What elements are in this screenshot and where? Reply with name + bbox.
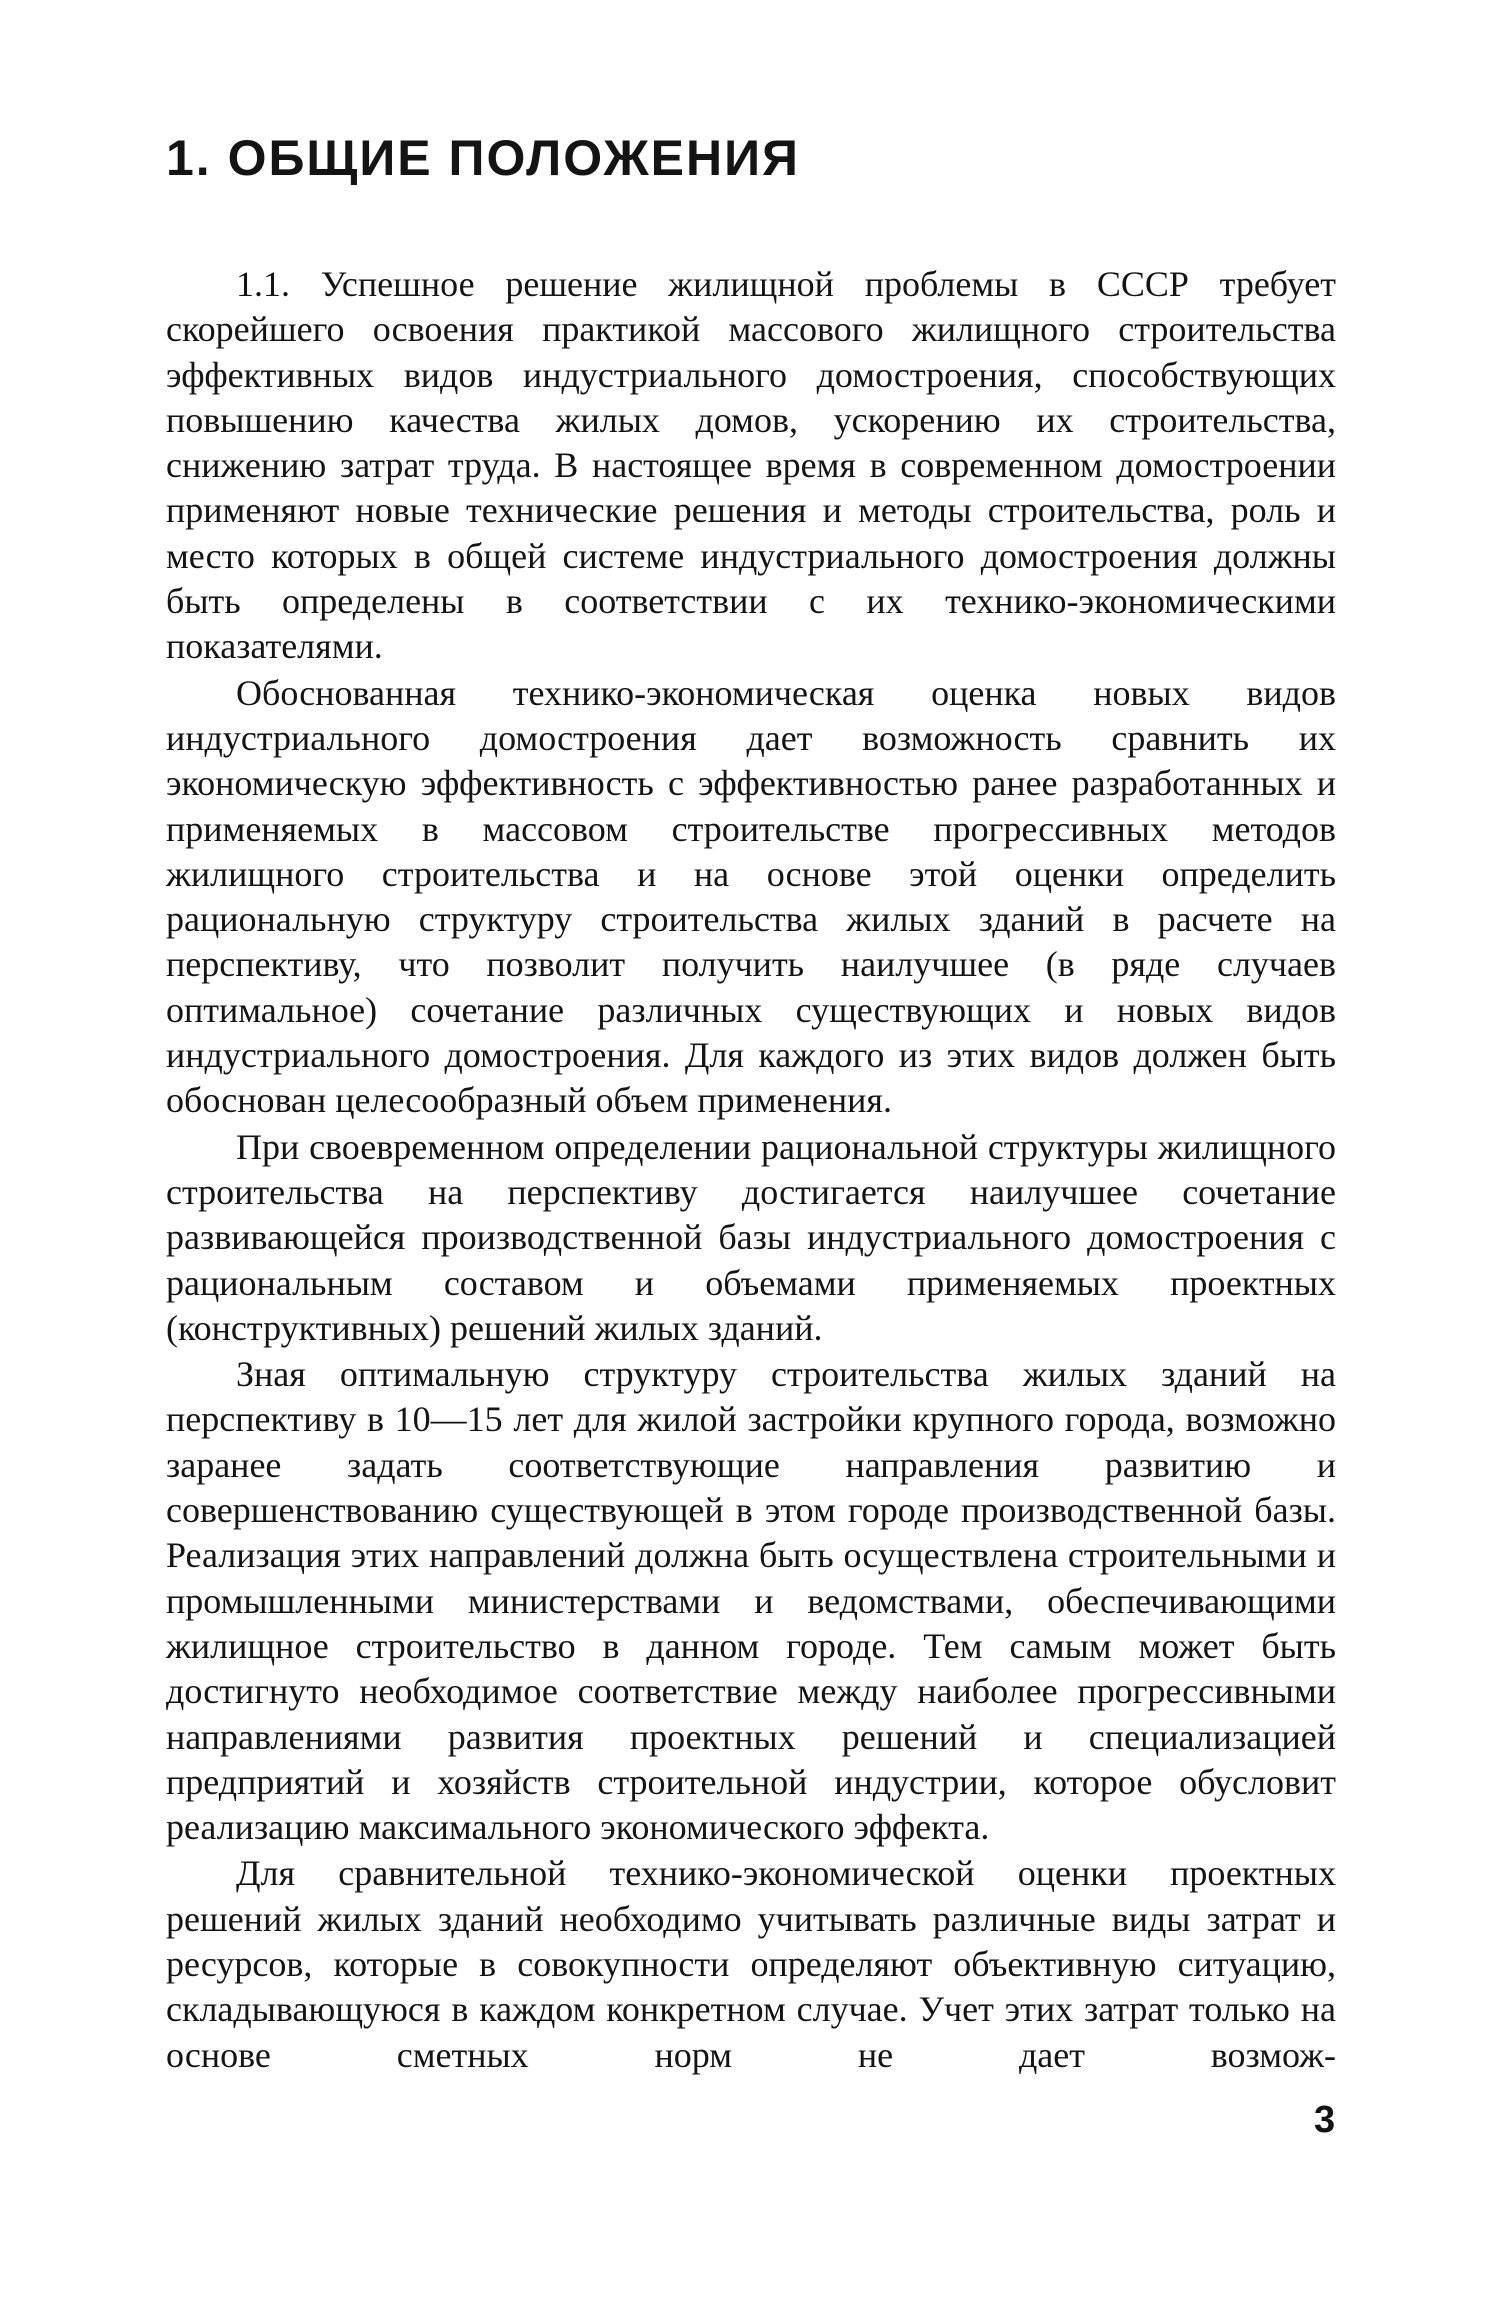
body-text — [166, 262, 1336, 2079]
paragraph-3: При своевременном определении рациональной структуры жилищного строительства на перспективу достигается наилучшее сочетание развивающейся производственной базы индустриального домостроения с рациональным составом и объемами применяемых проектных (конструктивных) решений жилых зданий. — [166, 1126, 1336, 1348]
section-heading: 1. ОБЩИЕ ПОЛОЖЕНИЯ — [166, 130, 800, 186]
paragraph-2: Обоснованная технико-экономическая оценка новых видов индустриального домостроения дает возможность сравнить их экономическую эффективность с эффективностью ранее разработанных и применяемых в массовом строительстве прогрессивных методов жилищного строительства и на основе этой оценки определить рациональную структуру строительства жилых зданий в расчете на перспективу, что позволит получить наилучшее (в ряде случаев оптимальное) сочетание различных существующих и новых видов индустриального домостроения. Для каждого из этих видов должен быть обоснован целесообразный объем применения. — [166, 672, 1336, 1121]
paragraph-5: Для сравнительной технико-экономической оценки проектных решений жилых зданий необходимо учитывать различные виды затрат и ресурсов, которые в совокупности определяют объективную ситуацию, складывающуюся в каждом конкретном случае. Учет этих затрат только на основе сметных норм не дает возмож- — [166, 1853, 1336, 2075]
paragraph-1: 1.1. Успешное решение жилищной проблемы в СССР требует скорейшего освоения практикой массового жилищного строительства эффективных видов индустриального домостроения, способствующих повышению качества жилых домов, ускорению их строительства, снижению затрат труда. В настоящее время в современном домостроении применяют новые технические решения и методы строительства, роль и место которых в общей системе индустриального домостроения должны быть определены в соответствии с их технико-экономическими показателями. — [166, 264, 1336, 667]
paragraph-4: Зная оптимальную структуру строительства жилых зданий на перспективу в 10—15 лет для жилой застройки крупного города, возможно заранее задать соответствующие направления развитию и совершенствованию существующей в этом городе производственной базы. Реализация этих направлений должна быть осуществлена строительными и промышленными министерствами и ведомствами, обеспечивающими жилищное строительство в данном городе. Тем самым может быть достигнуто необходимое соответствие между наиболее прогрессивными направлениями развития проектных решений и специализацией предприятий и хозяйств строительной индустрии, которое обусловит реализацию максимального экономического эффекта. — [166, 1354, 1336, 1848]
page-number: 3 — [1314, 2099, 1336, 2141]
